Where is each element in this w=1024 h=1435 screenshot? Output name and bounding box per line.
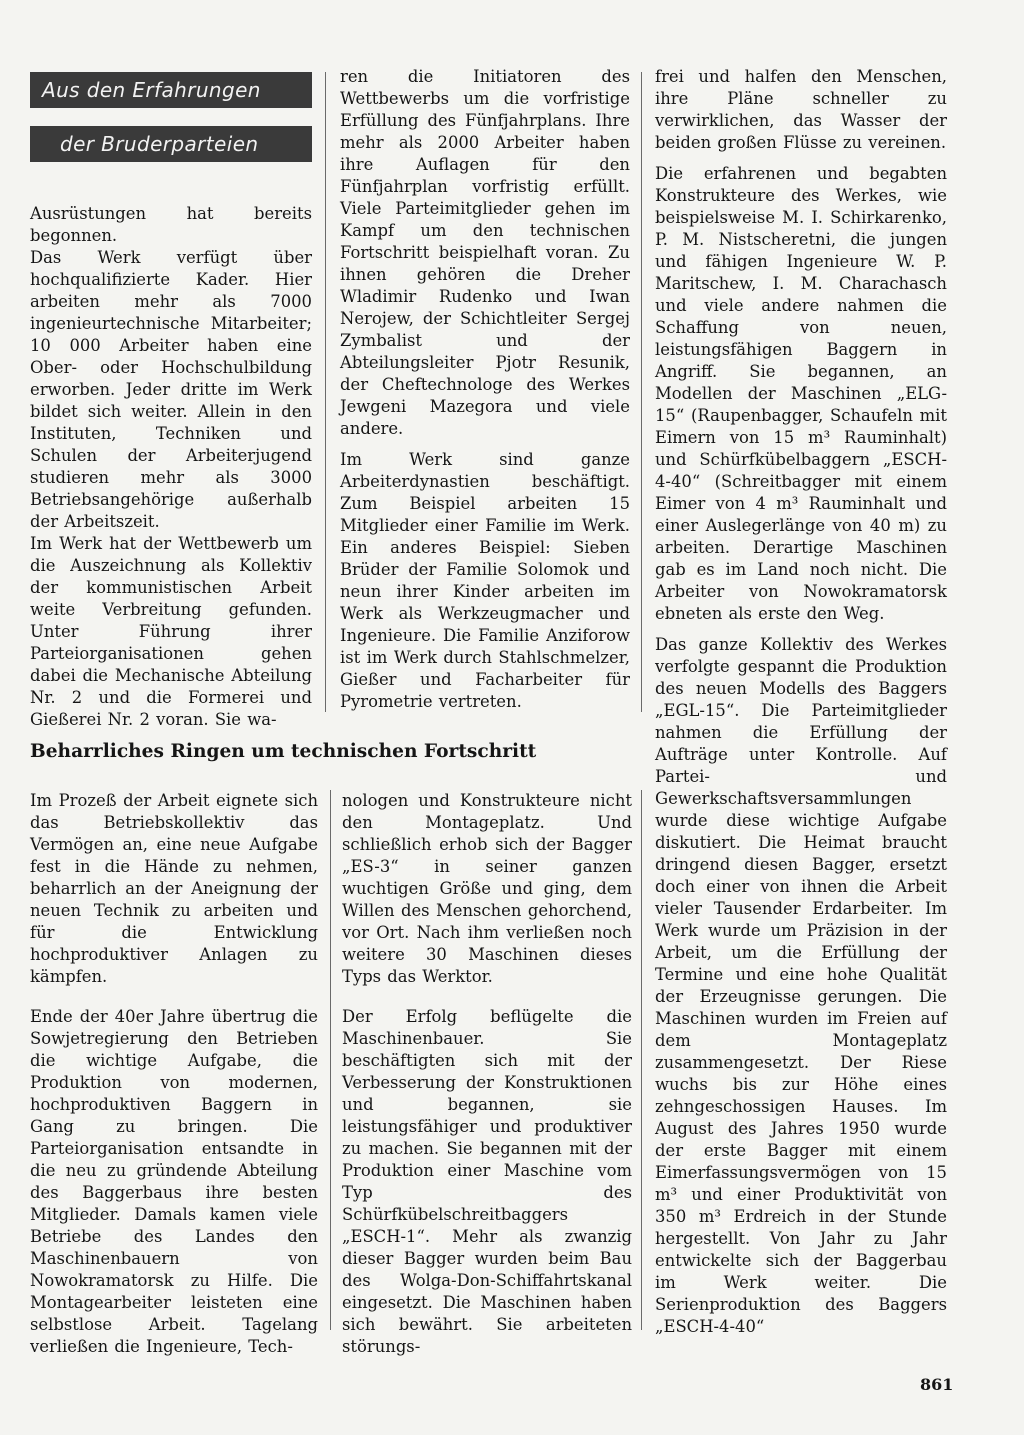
paragraph: Das ganze Kollektiv des Werkes verfolgte gespannt die Produktion des neuen Modells des Baggers „EGL-15“. Die Parteimitglieder nahmen die Erfüllung der Aufträge unter Kontrolle. Auf Partei- und Gewerkschaftsversammlungen wurde diese wichtige Aufgabe diskutiert. Die Heimat braucht dringend diesen Bagger, ersetzt doch einer von ihnen die Arbeit vieler Tausender Erdarbeiter. Im Werk wurde um Präzision in der Arbeit, um die Erfüllung der Termine und eine hohe Qualität der Erzeugnisse gerungen. Die Maschinen wurden im Freien auf dem Montageplatz zusammengesetzt. Der Riese wuchs bis zur Höhe eines zehngeschossigen Hauses. Im August des Jahres 1950 wurde der erste Bagger mit einem Eimerfassungsvermögen von 15 m³ und einer Produktivität von 350 m³ Erdreich in der Stunde hergestellt. Von Jahr zu Jahr entwickelte sich der Baggerbau im Werk weiter. Die Serienproduktion des Baggers „ESCH-4-40“ [655, 635, 947, 1336]
column-rule-1 [325, 72, 326, 712]
section-banner-line-1: Aus den Erfahrungen [30, 72, 312, 108]
paragraph: Die erfahrenen und begabten Konstrukteure des Werkes, wie beispielsweise M. I. Schirkarenko, P. M. Nistscheretni, die jungen und fähigen Ingenieure W. P. Maritschew, I. M. Charachasch und viele andere nahmen die Schaffung von neuen, leistungsfähigen Baggern in Angriff. Sie begannen, an Modellen der Maschinen „ELG-15“ (Raupenbagger, Schaufeln mit Eimern von 15 m³ Rauminhalt) und Schürfkübelbaggern „ESCH-4-40“ (Schreitbagger mit einem Eimer von 4 m³ Rauminhalt und einer Auslegerlänge von 40 m) zu arbeiten. Derartige Maschinen gab es im Land noch nicht. Die Arbeiter von Nowokramatorsk ebneten als erste den Weg. [655, 164, 947, 623]
page-number: 861 [920, 1375, 954, 1394]
paragraph: Im Prozeß der Arbeit eignete sich das Betriebskollektiv das Vermögen an, eine neue Aufgabe fest in die Hände zu nehmen, beharrlich an der Aneignung der neuen Technik zu arbeiten und für die Entwicklung hochproduktiver Anlagen zu kämpfen. [30, 791, 318, 986]
paragraph: Im Werk sind ganze Arbeiterdynastien beschäftigt. Zum Beispiel arbeiten 15 Mitglieder einer Familie im Werk. Ein anderes Beispiel: Sieben Brüder der Familie Solomok und neun ihrer Kinder arbeiten im Werk als Werkzeugmacher und Ingenieure. Die Familie Anziforow ist im Werk durch Stahlschmelzer, Gießer und Facharbeiter für Pyrometrie vertreten. [340, 450, 630, 711]
column-1-bottom [30, 790, 318, 1358]
paragraph: ren die Initiatoren des Wettbewerbs um die vorfristige Erfüllung des Fünfjahrplans. Ihre mehr als 2000 Arbeiter haben ihre Auflagen für den Fünfjahrplan vorfristig erfüllt. Viele Parteimitglieder gehen im Kampf um den technischen Fortschritt beispielhaft voran. Zu ihnen gehören die Dreher Wladimir Rudenko und Iwan Nerojew, der Schichtleiter Sergej Zymbalist und der Abteilungsleiter Pjotr Resunik, der Cheftechnologe des Werkes Jewgeni Mazegora und viele andere. [340, 67, 630, 438]
paragraph: frei und halfen den Menschen, ihre Pläne schneller zu verwirklichen, das Wasser der beiden großen Flüsse zu vereinen. [655, 67, 947, 152]
section-banner-line-2: der Bruderparteien [30, 126, 312, 162]
section-heading: Beharrliches Ringen um technischen Fortschritt [30, 741, 537, 762]
paragraph: Ende der 40er Jahre übertrug die Sowjetregierung den Betrieben die wichtige Aufgabe, die Produktion von modernen, hochproduktiven Baggern in Gang zu bringen. Die Parteiorganisation entsandte in die neu zu gründende Abteilung des Baggerbaus ihre besten Mitglieder. Damals kamen viele Betriebe des Landes den Maschinenbauern von Nowokramatorsk zu Hilfe. Die Montagearbeiter leisteten eine selbstlose Arbeit. Tagelang verließen die Ingenieure, Tech- [30, 1007, 318, 1356]
column-2-bottom [342, 790, 632, 1358]
column-3 [655, 66, 947, 1338]
column-rule-4 [641, 790, 642, 1330]
column-rule-2 [641, 72, 642, 712]
column-2-top [340, 66, 630, 713]
column-1-top [30, 203, 312, 731]
column-rule-3 [330, 790, 331, 1330]
paragraph: nologen und Konstrukteure nicht den Montageplatz. Und schließlich erhob sich der Bagger „ES-3“ in seiner ganzen wuchtigen Größe und ging, dem Willen des Menschen gehorchend, vor Ort. Nach ihm verließen noch weitere 30 Maschinen dieses Typs das Werktor. [342, 791, 632, 986]
paragraph: Ausrüstungen hat bereits begonnen. [30, 204, 312, 245]
paragraph: Der Erfolg beflügelte die Maschinenbauer. Sie beschäftigten sich mit der Verbesserung der Konstruktionen und begannen, sie leistungsfähiger und produktiver zu machen. Sie begannen mit der Produktion einer Maschine vom Typ des Schürfkübelschreitbaggers „ESCH-1“. Mehr als zwanzig dieser Bagger wurden beim Bau des Wolga-Don-Schiffahrtskanal eingesetzt. Die Maschinen haben sich bewährt. Sie arbeiteten störungs- [342, 1007, 632, 1356]
paragraph: Im Werk hat der Wettbewerb um die Auszeichnung als Kollektiv der kommunistischen Arbeit weite Verbreitung gefunden. Unter Führung ihrer Parteiorganisationen gehen dabei die Mechanische Abteilung Nr. 2 und die Formerei und Gießerei Nr. 2 voran. Sie wa- [30, 534, 312, 729]
paragraph: Das Werk verfügt über hochqualifizierte Kader. Hier arbeiten mehr als 7000 ingenieurtechnische Mitarbeiter; 10 000 Arbeiter haben eine Ober- oder Hochschulbildung erworben. Jeder dritte im Werk bildet sich weiter. Allein in den Instituten, Techniken und Schulen der Arbeiterjugend studieren mehr als 3000 Betriebsangehörige außerhalb der Arbeitszeit. [30, 248, 312, 531]
